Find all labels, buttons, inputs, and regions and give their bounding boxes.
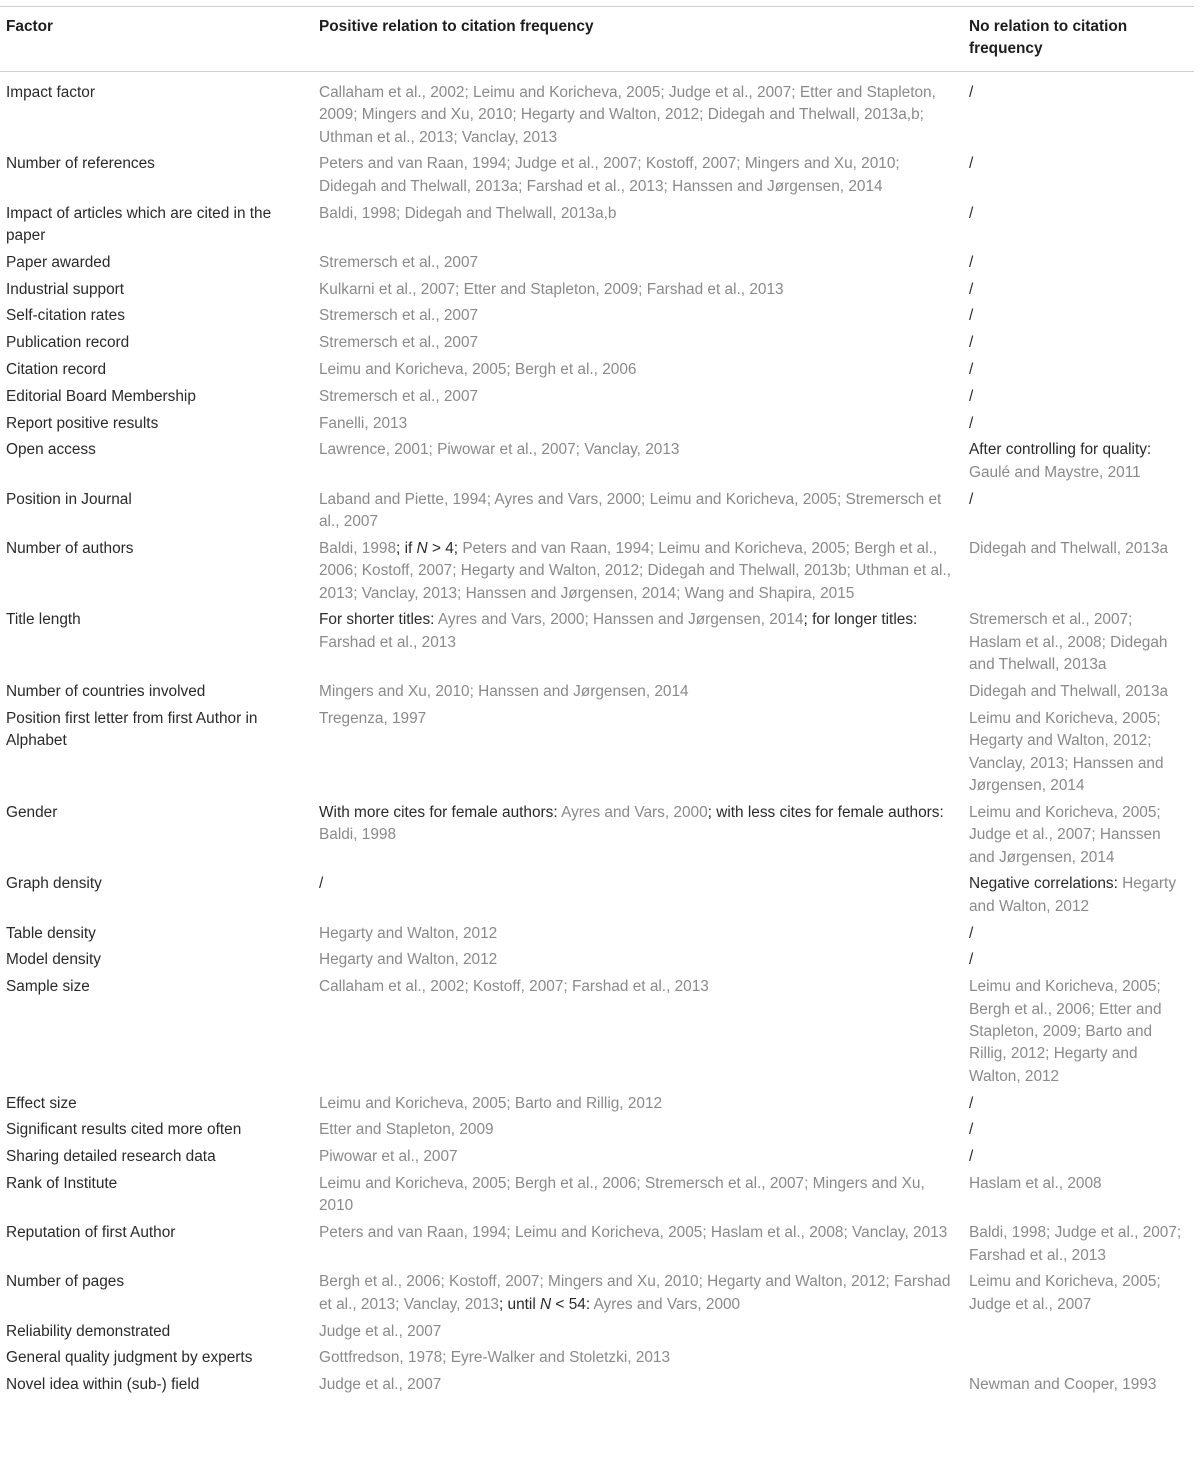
no-relation-cell [963, 947, 1194, 974]
citation-text: Leimu and Koricheva, 2005; Judge et al., 2007 [969, 1273, 1161, 1313]
note-text: / [969, 490, 974, 508]
factor-cell: Sample size [6, 978, 90, 996]
factor-cell: Number of countries involved [6, 683, 206, 701]
no-relation-cell [963, 201, 1194, 250]
note-text: ; with less cites for female authors: [707, 803, 944, 821]
positive-relation-cell [313, 277, 963, 304]
positive-relation-cell [313, 1117, 963, 1144]
factor-cell: Number of authors [6, 539, 134, 557]
note-text: / [969, 204, 974, 222]
table-row [0, 800, 1194, 872]
citation-text: Lawrence, 2001; Piwowar et al., 2007; Vanclay, 2013 [319, 441, 680, 459]
factor-cell: Impact factor [6, 83, 95, 101]
note-text: For shorter titles: [319, 611, 438, 629]
no-relation-cell [963, 1117, 1194, 1144]
note-text: / [969, 253, 974, 271]
note-text: / [969, 155, 974, 173]
no-relation-cell [963, 250, 1194, 277]
note-text: / [969, 924, 974, 942]
citation-text: Baldi, 1998; Judge et al., 2007; Farshad et al., 2013 [969, 1224, 1182, 1264]
table-row [0, 1144, 1194, 1171]
factor-cell: Gender [6, 803, 58, 821]
note-text: After controlling for quality: [969, 441, 1152, 459]
table-row [0, 1117, 1194, 1144]
table-row [0, 974, 1194, 1090]
note-text: ; for longer titles: [803, 611, 918, 629]
citation-text: Leimu and Koricheva, 2005; Judge et al., 2007; Hanssen and Jørgensen, 2014 [969, 803, 1161, 866]
citation-text: Piwowar et al., 2007 [319, 1148, 458, 1166]
note-text: / [969, 334, 974, 352]
no-relation-cell [963, 277, 1194, 304]
note-text: / [969, 280, 974, 298]
table-row [0, 330, 1194, 357]
note-text: With more cites for female authors: [319, 803, 562, 821]
no-relation-cell [963, 357, 1194, 384]
table-row [0, 250, 1194, 277]
no-relation-cell [963, 437, 1194, 486]
table-row [0, 437, 1194, 486]
no-relation-cell [963, 1171, 1194, 1220]
factor-cell: Number of pages [6, 1273, 125, 1291]
table-row [0, 1269, 1194, 1318]
table-row [0, 357, 1194, 384]
citation-text: Tregenza, 1997 [319, 709, 427, 727]
no-relation-cell [963, 151, 1194, 200]
factor-cell: Self-citation rates [6, 307, 125, 325]
positive-relation-cell [313, 384, 963, 411]
positive-relation-cell [313, 1171, 963, 1220]
citation-text: Baldi, 1998 [319, 539, 397, 557]
factor-cell: Reliability demonstrated [6, 1322, 171, 1340]
no-relation-cell [963, 1319, 1194, 1346]
no-relation-cell [963, 536, 1194, 608]
citation-text: Stremersch et al., 2007 [319, 387, 479, 405]
table-row [0, 679, 1194, 706]
no-relation-cell [963, 330, 1194, 357]
table-row [0, 201, 1194, 250]
positive-relation-cell [313, 679, 963, 706]
citation-text: Hegarty and Walton, 2012 [319, 924, 498, 942]
citation-text: Peters and van Raan, 1994; Leimu and Koricheva, 2005; Haslam et al., 2008; Vanclay, 2013 [319, 1224, 948, 1242]
table-row [0, 384, 1194, 411]
citation-text: Kulkarni et al., 2007; Etter and Stapleton, 2009; Farshad et al., 2013 [319, 280, 784, 298]
note-text: / [969, 414, 974, 432]
citation-text: Baldi, 1998 [319, 826, 397, 844]
table-header [0, 7, 1194, 72]
citation-text: Callaham et al., 2002; Leimu and Koricheva, 2005; Judge et al., 2007; Etter and Stapleton, 2009; Mingers and Xu, 2010; Hegarty and Walton, 2012; Didegah and Thelwall, 2013a,b; Uthman et al., 2013; Vanclay, 2013 [319, 83, 936, 146]
no-relation-cell [963, 1091, 1194, 1118]
table-row [0, 1171, 1194, 1220]
note-text: / [969, 307, 974, 325]
factor-cell: Citation record [6, 361, 107, 379]
factor-cell: Reputation of first Author [6, 1224, 176, 1242]
citation-text: Baldi, 1998; Didegah and Thelwall, 2013a,b [319, 204, 617, 222]
positive-relation-cell [313, 1091, 963, 1118]
factor-cell: Open access [6, 441, 96, 459]
positive-relation-cell [313, 487, 963, 536]
table-row [0, 706, 1194, 800]
factor-cell: Report positive results [6, 414, 159, 432]
note-text: N [540, 1295, 552, 1313]
table-row [0, 1091, 1194, 1118]
positive-relation-cell [313, 151, 963, 200]
table-row [0, 71, 1194, 151]
citation-text: Hegarty and Walton, 2012 [319, 951, 498, 969]
factor-cell: Novel idea within (sub-) field [6, 1376, 200, 1394]
no-relation-cell [963, 871, 1194, 920]
citation-text: Didegah and Thelwall, 2013a [969, 683, 1169, 701]
citation-text: Farshad et al., 2013 [319, 633, 456, 651]
note-text: / [969, 83, 974, 101]
citation-text: Laband and Piette, 1994; Ayres and Vars, 2000; Leimu and Koricheva, 2005; Stremersch et al., 2007 [319, 490, 942, 531]
positive-relation-cell [313, 1319, 963, 1346]
table-row [0, 1220, 1194, 1269]
note-text: N [416, 539, 428, 557]
no-relation-cell [963, 303, 1194, 330]
table-body [0, 71, 1194, 1399]
citation-factors-table [0, 6, 1194, 1399]
factor-cell: Industrial support [6, 280, 125, 298]
citation-text: Gaulé and Maystre, 2011 [969, 463, 1141, 481]
table-row [0, 487, 1194, 536]
citation-text: Stremersch et al., 2007 [319, 253, 479, 271]
citation-text: Stremersch et al., 2007; Haslam et al., 2008; Didegah and Thelwall, 2013a [969, 611, 1168, 674]
citation-text: Bergh et al., 2006; Kostoff, 2007; Mingers and Xu, 2010; Hegarty and Walton, 2012; Farshad et al., 2013; Vanclay, 2013 [319, 1273, 951, 1313]
positive-relation-cell [313, 1372, 963, 1399]
factor-cell: Model density [6, 951, 101, 969]
factor-cell: Title length [6, 611, 81, 629]
table-row [0, 277, 1194, 304]
positive-relation-cell [313, 974, 963, 1090]
citation-text: Leimu and Koricheva, 2005; Bergh et al., 2006; Stremersch et al., 2007; Mingers and Xu, 2010 [319, 1175, 925, 1215]
citation-text: Callaham et al., 2002; Kostoff, 2007; Farshad et al., 2013 [319, 978, 709, 996]
note-text: / [969, 361, 974, 379]
table-row [0, 303, 1194, 330]
factor-cell: Position in Journal [6, 490, 132, 508]
no-relation-cell [963, 1372, 1194, 1399]
positive-relation-cell [313, 1345, 963, 1372]
no-relation-cell [963, 1144, 1194, 1171]
factor-cell: Table density [6, 924, 96, 942]
table-row [0, 921, 1194, 948]
note-text: ; if [396, 539, 417, 557]
note-text: < 54: [551, 1295, 594, 1313]
positive-relation-cell [313, 1144, 963, 1171]
no-relation-cell [963, 800, 1194, 872]
factor-cell: Rank of Institute [6, 1175, 118, 1193]
positive-relation-cell [313, 303, 963, 330]
note-text: / [319, 875, 324, 893]
note-text: / [969, 1148, 974, 1166]
positive-relation-cell [313, 71, 963, 151]
table-row [0, 411, 1194, 438]
table-row [0, 151, 1194, 200]
note-text: ; until [498, 1295, 541, 1313]
no-relation-cell [963, 974, 1194, 1090]
positive-relation-cell [313, 1220, 963, 1269]
table-row [0, 536, 1194, 608]
no-relation-cell [963, 1220, 1194, 1269]
positive-relation-cell [313, 607, 963, 679]
factor-cell: Sharing detailed research data [6, 1148, 216, 1166]
note-text: / [969, 1094, 974, 1112]
positive-relation-cell [313, 330, 963, 357]
citation-text: Newman and Cooper, 1993 [969, 1376, 1157, 1394]
table-row [0, 871, 1194, 920]
citation-text: Judge et al., 2007 [319, 1322, 442, 1340]
no-relation-cell [963, 411, 1194, 438]
note-text: / [969, 1121, 974, 1139]
factor-cell: Significant results cited more often [6, 1121, 242, 1139]
table-row [0, 1345, 1194, 1372]
positive-relation-cell [313, 250, 963, 277]
citation-text: Leimu and Koricheva, 2005; Barto and Rillig, 2012 [319, 1094, 663, 1112]
header-factor: Factor [6, 18, 54, 35]
note-text: / [969, 387, 974, 405]
citation-text: Etter and Stapleton, 2009 [319, 1121, 494, 1139]
factor-cell: Position first letter from first Author in Alphabet [6, 709, 258, 750]
factor-cell: Number of references [6, 155, 155, 173]
no-relation-cell [963, 71, 1194, 151]
citation-text: Ayres and Vars, 2000; Hanssen and Jørgensen, 2014 [437, 611, 804, 629]
citation-text: Hegarty and Walton, 2012 [969, 875, 1177, 915]
citation-text: Stremersch et al., 2007 [319, 334, 479, 352]
citation-text: Leimu and Koricheva, 2005; Bergh et al., 2006 [319, 361, 637, 379]
no-relation-cell [963, 1269, 1194, 1318]
citation-text: Leimu and Koricheva, 2005; Bergh et al., 2006; Etter and Stapleton, 2009; Barto and Rillig, 2012; Hegarty and Walton, 2012 [969, 978, 1162, 1085]
citation-text: Mingers and Xu, 2010; Hanssen and Jørgensen, 2014 [319, 683, 689, 701]
factor-cell: General quality judgment by experts [6, 1349, 253, 1367]
citation-text: Judge et al., 2007 [319, 1376, 442, 1394]
citation-text: Ayres and Vars, 2000 [593, 1295, 741, 1313]
no-relation-cell [963, 679, 1194, 706]
positive-relation-cell [313, 201, 963, 250]
no-relation-cell [963, 1345, 1194, 1372]
positive-relation-cell [313, 921, 963, 948]
table-row [0, 1372, 1194, 1399]
factor-cell: Impact of articles which are cited in the paper [6, 204, 272, 245]
positive-relation-cell [313, 871, 963, 920]
positive-relation-cell [313, 437, 963, 486]
header-positive-relation: Positive relation to citation frequency [319, 18, 594, 35]
table-row [0, 607, 1194, 679]
positive-relation-cell [313, 706, 963, 800]
citation-text: Gottfredson, 1978; Eyre-Walker and Stoletzki, 2013 [319, 1349, 671, 1367]
citation-text: Didegah and Thelwall, 2013a [969, 539, 1169, 557]
positive-relation-cell [313, 411, 963, 438]
citation-text: Ayres and Vars, 2000 [561, 803, 708, 821]
factor-cell: Effect size [6, 1094, 77, 1112]
citation-text: Leimu and Koricheva, 2005; Hegarty and Walton, 2012; Vanclay, 2013; Hanssen and Jørgensen, 2014 [969, 709, 1164, 795]
citation-text: Haslam et al., 2008 [969, 1175, 1102, 1193]
note-text: / [969, 951, 974, 969]
note-text: > 4; [427, 539, 463, 557]
factor-cell: Editorial Board Membership [6, 387, 196, 405]
table-row [0, 1319, 1194, 1346]
factor-cell: Publication record [6, 334, 130, 352]
citation-text: Peters and van Raan, 1994; Judge et al., 2007; Kostoff, 2007; Mingers and Xu, 2010; Didegah and Thelwall, 2013a; Farshad et al., 2013; Hanssen and Jørgensen, 2014 [319, 155, 900, 195]
positive-relation-cell [313, 800, 963, 872]
citation-text: Fanelli, 2013 [319, 414, 408, 432]
table-row [0, 947, 1194, 974]
citation-text: Stremersch et al., 2007 [319, 307, 479, 325]
no-relation-cell [963, 921, 1194, 948]
no-relation-cell [963, 487, 1194, 536]
no-relation-cell [963, 607, 1194, 679]
no-relation-cell [963, 706, 1194, 800]
no-relation-cell [963, 384, 1194, 411]
factor-cell: Graph density [6, 875, 102, 893]
positive-relation-cell [313, 357, 963, 384]
note-text: Negative correlations: [969, 875, 1123, 893]
header-row [0, 7, 1194, 72]
factor-cell: Paper awarded [6, 253, 111, 271]
header-no-relation: No relation to citation frequency [969, 18, 1128, 58]
citation-text: Peters and van Raan, 1994; Leimu and Koricheva, 2005; Bergh et al., 2006; Kostoff, 2007; Hegarty and Walton, 2012; Didegah and Thelwall, 2013b; Uthman et al., 2013; Vanclay, 2013; Hanssen and Jørgensen, 2014; Wang and Shapira, 2015 [319, 539, 951, 602]
positive-relation-cell [313, 1269, 963, 1318]
positive-relation-cell [313, 536, 963, 608]
positive-relation-cell [313, 947, 963, 974]
